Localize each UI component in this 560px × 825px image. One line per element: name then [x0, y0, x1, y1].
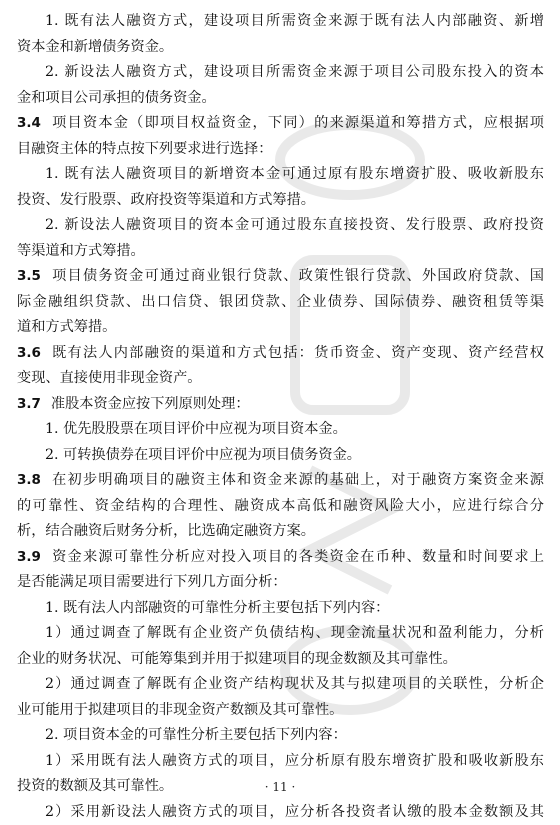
text-line [17, 698, 544, 724]
clause-line [17, 341, 544, 367]
line-text: 2）采用新设法人融资方式的项目，应分析各投资者认缴的股本金数额及其 [45, 804, 544, 820]
text-line [17, 519, 544, 545]
clause-number: 3.9 [17, 549, 41, 565]
clause-line [17, 545, 544, 571]
line-text: 析，结合融资后财务分析，比选确定融资方案。 [17, 523, 315, 539]
line-text: 变现、直接使用非现金资产。 [17, 370, 201, 386]
line-text: 资金来源可靠性分析应对投入项目的各类资金在币种、数量和时间要求上 [51, 549, 544, 565]
line-text: 投资的数额及其可靠性。 [17, 778, 173, 794]
text-line [17, 672, 544, 698]
text-line [17, 86, 544, 112]
text-line [17, 9, 544, 35]
line-text: 是否能满足项目需要进行下列几方面分析： [17, 574, 287, 590]
line-text: 2. 新设法人融资方式，建设项目所需资金来源于项目公司股东投入的资本 [45, 64, 544, 80]
clause-line [17, 111, 544, 137]
line-text: 准股本资金应按下列原则处理： [51, 396, 250, 412]
clause-number: 3.5 [17, 268, 41, 284]
line-text: 1. 优先股股票在项目评价中应视为项目资本金。 [45, 421, 347, 437]
text-line [17, 35, 544, 61]
clause-line [17, 264, 544, 290]
text-line [17, 749, 544, 775]
text-line [17, 621, 544, 647]
line-text: 在初步明确项目的融资主体和资金来源的基础上，对于融资方案资金来源 [51, 472, 544, 488]
line-text: 2. 可转换债券在项目评价中应视为项目债务资金。 [45, 447, 361, 463]
line-text: 既有法人内部融资的渠道和方式包括：货币资金、资产变现、资产经营权 [51, 345, 544, 361]
text-line [17, 443, 544, 469]
text-line [17, 723, 544, 749]
line-text: 等渠道和方式筹措。 [17, 243, 145, 259]
line-text: 1）采用既有法人融资方式的项目，应分析原有股东增资扩股和吸收新股东 [45, 753, 544, 769]
text-line [17, 315, 544, 341]
line-text: 1. 既有法人内部融资的可靠性分析主要包括下列内容： [45, 600, 389, 616]
clause-number: 3.6 [17, 345, 41, 361]
text-line [17, 647, 544, 673]
clause-line [17, 468, 544, 494]
clause-number: 3.7 [17, 396, 41, 412]
clause-number: 3.8 [17, 472, 41, 488]
text-line [17, 188, 544, 214]
line-text: 2. 项目资本金的可靠性分析主要包括下列内容： [45, 727, 347, 743]
clause-line [17, 392, 544, 418]
line-text: 1. 既有法人融资方式，建设项目所需资金来源于既有法人内部融资、新增 [45, 13, 544, 29]
line-text: 1. 既有法人融资项目的新增资本金可通过原有股东增资扩股、吸收新股东 [45, 166, 544, 182]
line-text: 的可靠性、资金结构的合理性、融资成本高低和融资风险大小，应进行综合分 [17, 498, 544, 514]
line-text: 目融资主体的特点按下列要求进行选择： [17, 141, 272, 157]
text-line [17, 596, 544, 622]
line-text: 金和项目公司承担的债务资金。 [17, 90, 216, 106]
line-text: 道和方式筹措。 [17, 319, 116, 335]
line-text: 2）通过调查了解既有企业资产结构现状及其与拟建项目的关联性，分析企 [45, 676, 544, 692]
line-text: 1）通过调查了解既有企业资产负债结构、现金流量状况和盈利能力，分析 [45, 625, 544, 641]
line-text: 项目债务资金可通过商业银行贷款、政策性银行贷款、外国政府贷款、国 [51, 268, 544, 284]
page-number: · 11 · [0, 780, 560, 794]
line-text: 际金融组织贷款、出口信贷、银团贷款、企业债券、国际债券、融资租赁等渠 [17, 294, 544, 310]
text-line [17, 162, 544, 188]
text-line [17, 417, 544, 443]
text-line [17, 366, 544, 392]
line-text: 业可能用于拟建项目的非现金资产数额及其可靠性。 [17, 702, 343, 718]
text-line [17, 494, 544, 520]
line-text: 2. 新设法人融资项目的资本金可通过股东直接投资、发行股票、政府投资 [45, 217, 544, 233]
line-text: 资本金和新增债务资金。 [17, 39, 173, 55]
clause-number: 3.4 [17, 115, 41, 131]
line-text: 企业的财务状况、可能筹集到并用于拟建项目的现金数额及其可靠性。 [17, 651, 457, 667]
text-line [17, 290, 544, 316]
line-text: 投资、发行股票、政府投资等渠道和方式筹措。 [17, 192, 315, 208]
text-line [17, 137, 544, 163]
text-line [17, 239, 544, 265]
document-body [17, 9, 544, 825]
text-line [17, 570, 544, 596]
text-line [17, 60, 544, 86]
text-line [17, 800, 544, 825]
line-text: 项目资本金（即项目权益资金，下同）的来源渠道和筹措方式，应根据项 [51, 115, 544, 131]
text-line [17, 213, 544, 239]
